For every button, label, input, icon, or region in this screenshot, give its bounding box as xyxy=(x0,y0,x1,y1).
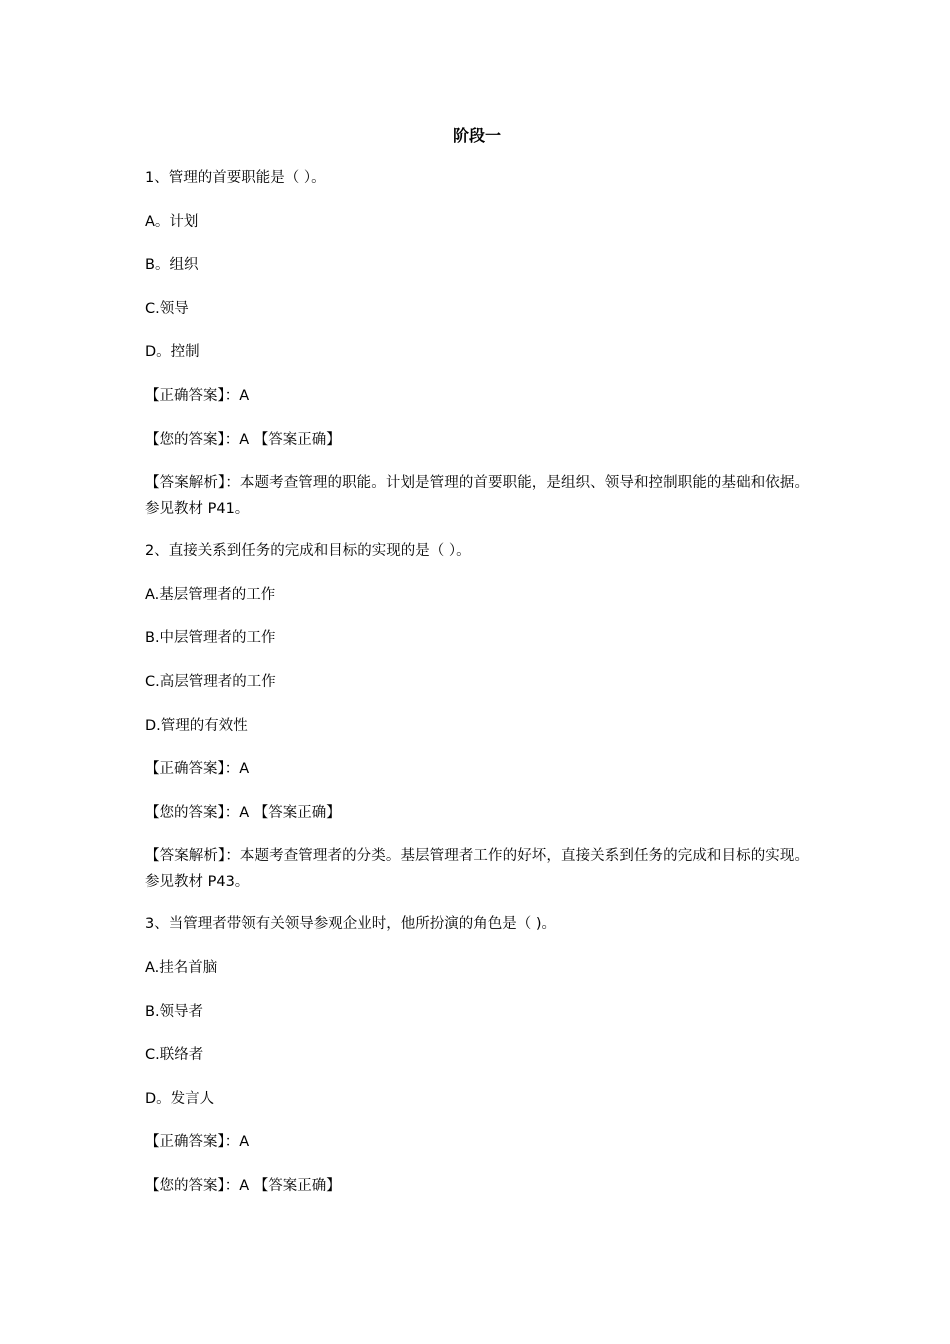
answer-analysis: 【答案解析】：本题考查管理者的分类。基层管理者工作的好坏，直接关系到任务的完成和目标的实现。参见教材 P43。 xyxy=(145,848,809,891)
option-a: A。计划 xyxy=(145,213,199,230)
your-answer: 【您的答案】：A 【答案正确】 xyxy=(145,804,341,821)
correct-answer: 【正确答案】：A xyxy=(145,761,250,778)
your-answer: 【您的答案】：A 【答案正确】 xyxy=(145,431,341,448)
option-c: C.领导 xyxy=(145,300,189,317)
correct-answer: 【正确答案】：A xyxy=(145,1134,250,1151)
option-d: D。发言人 xyxy=(145,1090,215,1107)
correct-answer: 【正确答案】：A xyxy=(145,387,250,404)
answer-analysis: 【答案解析】：本题考查管理的职能。计划是管理的首要职能，是组织、领导和控制职能的基础和依据。参见教材 P41。 xyxy=(145,475,809,518)
option-d: D.管理的有效性 xyxy=(145,717,248,734)
option-c: C.联络者 xyxy=(145,1047,204,1064)
document-page xyxy=(145,124,809,1219)
option-b: B。组织 xyxy=(145,257,199,274)
option-a: A.基层管理者的工作 xyxy=(145,586,276,603)
option-b: B.中层管理者的工作 xyxy=(145,630,276,647)
option-b: B.领导者 xyxy=(145,1003,204,1020)
section-title: 阶段一 xyxy=(452,126,501,145)
your-answer: 【您的答案】：A 【答案正确】 xyxy=(145,1177,341,1194)
question-stem: 1、管理的首要职能是（ ）。 xyxy=(145,170,326,186)
option-d: D。控制 xyxy=(145,344,200,361)
question-stem: 2、直接关系到任务的完成和目标的实现的是（ ）。 xyxy=(145,543,471,560)
question-stem: 3、当管理者带领有关领导参观企业时，他所扮演的角色是（ )。 xyxy=(145,916,556,933)
option-c: C.高层管理者的工作 xyxy=(145,673,276,690)
option-a: A.挂名首脑 xyxy=(145,959,218,976)
